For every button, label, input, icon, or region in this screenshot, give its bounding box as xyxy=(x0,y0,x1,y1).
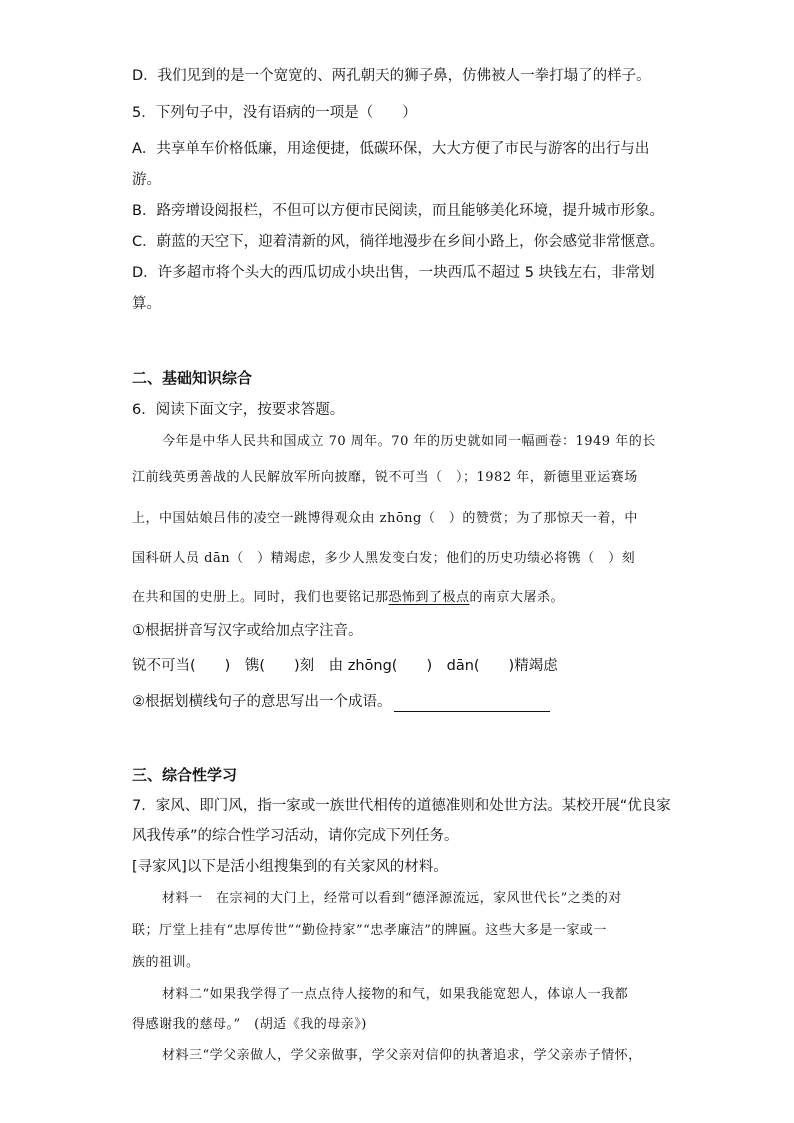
passage-line-5 xyxy=(132,589,564,607)
q5-option-b: B．路旁增设阅报栏，不但可以方便市民阅读，而且能够美化环境，提升城市形象。 xyxy=(132,203,664,219)
q7-task: [寻家风]以下是活小组搜集到的有关家风的材料。 xyxy=(132,859,448,875)
passage-line-4: 国科研人员 dān（ ）精竭虑，多少人黑发变白发；他们的历史功绩必将镌（ ）刻 xyxy=(132,551,636,566)
passage-line-5-a: 在共和国的史册上。同时，我们也要铭记那 xyxy=(132,590,389,605)
material-2-line-2: 得感谢我的慈母。” (胡适《我的母亲》) xyxy=(132,1017,367,1032)
q7-stem-1: 7．家风、即门风，指一家或一族世代相传的道德准则和处世方法。某校开展“优良家 xyxy=(132,798,671,814)
q6-sub2 xyxy=(132,692,550,712)
passage-line-3: 上，中国姑娘吕伟的凌空一跳博得观众由 zhōng（ ）的赞赏；为了那惊天一着，中 xyxy=(132,511,638,526)
q7-stem-2: 风我传承”的综合性学习活动，请你完成下列任务。 xyxy=(132,828,459,844)
q5-option-a: A．共享单车价格低廉，用途便捷，低碳环保，大大方便了市民与游客的出行与出 xyxy=(132,141,650,157)
passage-line-2: 江前线英勇善战的人民解放军所向披靡，锐不可当（ ）；1982 年，新德里亚运赛场 xyxy=(132,470,638,485)
section-3-heading: 三、综合性学习 xyxy=(132,766,238,784)
section-2-heading: 二、基础知识综合 xyxy=(132,369,253,387)
passage-line-5-c: 的南京大屠杀。 xyxy=(469,590,565,605)
q5-stem: 5．下列句子中，没有语病的一项是（ ） xyxy=(132,105,417,121)
material-2-line-1: 材料二“如果我学得了一点点待人接物的和气，如果我能宽恕人，体谅人一我都 xyxy=(162,987,629,1002)
q5-option-d-cont: 算。 xyxy=(132,296,161,312)
answer-blank[interactable] xyxy=(394,697,550,712)
q4-option-d: D．我们见到的是一个宽宽的、两孔朝天的狮子鼻，仿佛被人一拳打塌了的样子。 xyxy=(132,68,651,84)
material-3-line-1: 材料三“学父亲做人，学父亲做事，学父亲对信仰的执著追求，学父亲赤子情怀， xyxy=(162,1048,642,1063)
q6-sub2-text: ②根据划横线句子的意思写出一个成语。 xyxy=(132,694,392,710)
q5-option-c: C．蔚蓝的天空下，迎着清新的风，徜徉地漫步在乡间小路上，你会感觉非常惬意。 xyxy=(132,234,665,250)
q6-stem: 6．阅读下面文字，按要求答题。 xyxy=(132,402,345,418)
q6-sub1: ①根据拼音写汉字或给加点字注音。 xyxy=(132,623,363,639)
q5-option-a-cont: 游。 xyxy=(132,172,161,188)
q5-option-d: D．许多超市将个头大的西瓜切成小块出售，一块西瓜不超过 5 块钱左右，非常划 xyxy=(132,265,655,281)
passage-line-1: 今年是中华人民共和国成立 70 周年。70 年的历史就如同一幅画卷：1949 年的长 xyxy=(162,434,656,449)
material-1-line-1: 材料一 在宗祠的大门上，经常可以看到“德泽源流远，家风世代长”之类的对 xyxy=(162,891,622,906)
q6-sub1-answer-line: 锐不可当( ) 镌( )刻 由 zhōng( ) dān( )精竭虑 xyxy=(132,658,558,674)
material-1-line-2: 联；厅堂上挂有“忠厚传世”“勤俭持家”“忠孝廉洁”的牌匾。这些大多是一家或一 xyxy=(132,923,607,938)
underlined-phrase: 恐怖到了极点 xyxy=(388,590,470,605)
material-1-line-3: 族的祖训。 xyxy=(132,955,200,970)
